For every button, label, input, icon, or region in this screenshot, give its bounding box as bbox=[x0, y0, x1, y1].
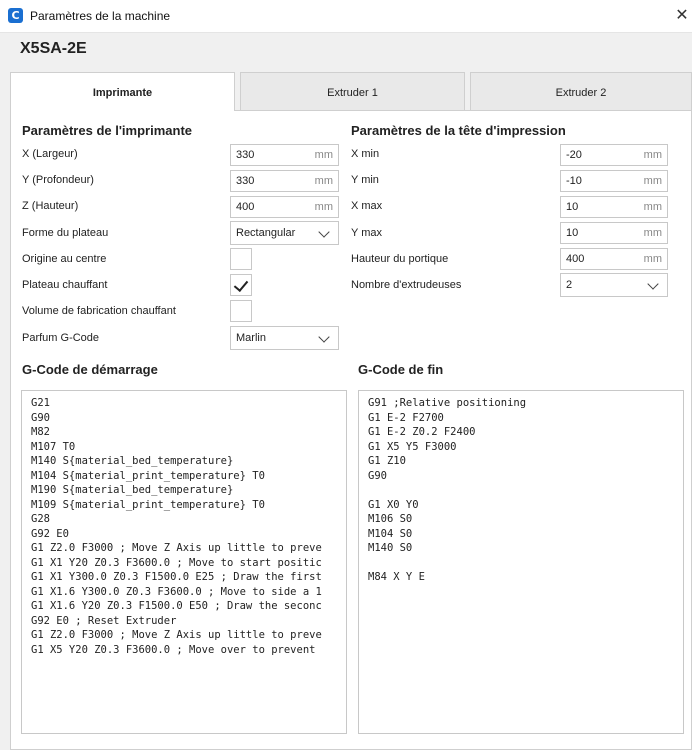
y-depth-unit: mm bbox=[314, 175, 333, 187]
y-depth-label: Y (Profondeur) bbox=[22, 174, 94, 186]
bed-shape-label: Forme du plateau bbox=[22, 227, 109, 239]
gcode-flavor-select[interactable] bbox=[230, 326, 339, 350]
bed-shape-value: Rectangular bbox=[236, 227, 296, 239]
gcode-flavor-label: Parfum G-Code bbox=[22, 332, 100, 344]
chevron-down-icon bbox=[647, 278, 658, 289]
x-min-unit: mm bbox=[643, 149, 662, 161]
y-min-unit: mm bbox=[643, 175, 662, 187]
x-width-field[interactable] bbox=[230, 144, 339, 166]
title-bar bbox=[0, 0, 692, 33]
z-height-label: Z (Hauteur) bbox=[22, 200, 79, 212]
x-max-label: X max bbox=[351, 200, 383, 212]
cura-app-icon: C bbox=[8, 8, 23, 23]
x-min-value: -20 bbox=[566, 149, 582, 161]
end-gcode-editor[interactable] bbox=[358, 390, 684, 734]
heated-volume-label: Volume de fabrication chauffant bbox=[22, 305, 176, 317]
end-gcode-heading: G-Code de fin bbox=[358, 362, 444, 377]
start-gcode-heading: G-Code de démarrage bbox=[22, 362, 158, 377]
y-max-field[interactable] bbox=[560, 222, 668, 244]
y-min-label: Y min bbox=[351, 174, 379, 186]
machine-name: X5SA-2E bbox=[20, 40, 87, 57]
x-width-value: 330 bbox=[236, 149, 255, 161]
extruder-count-select[interactable] bbox=[560, 273, 668, 297]
start-gcode-editor[interactable] bbox=[21, 390, 347, 734]
window-title: Paramètres de la machine bbox=[30, 9, 171, 23]
end-gcode-text: G91 ;Relative positioning G1 E-2 F2700 G1 E-2 Z0.2 F2400 G1 X5 Y5 F3000 G1 Z10 G90 G1 X0 Y0 M106 S0 M104 S0 M140 S0 M84 X Y E bbox=[368, 397, 527, 583]
chevron-down-icon bbox=[318, 226, 329, 237]
y-min-field[interactable] bbox=[560, 170, 668, 192]
bed-shape-select[interactable] bbox=[230, 221, 339, 245]
heated-bed-checkbox[interactable] bbox=[230, 274, 252, 296]
gcode-flavor-value: Marlin bbox=[236, 332, 266, 344]
extruder-count-label: Nombre d'extrudeuses bbox=[351, 279, 462, 291]
z-height-unit: mm bbox=[314, 201, 333, 213]
x-min-label: X min bbox=[351, 148, 380, 160]
chevron-down-icon bbox=[318, 331, 329, 342]
printer-settings-heading: Paramètres de l'imprimante bbox=[22, 123, 192, 138]
y-min-value: -10 bbox=[566, 175, 582, 187]
gantry-height-field[interactable] bbox=[560, 248, 668, 270]
x-width-label: X (Largeur) bbox=[22, 148, 78, 160]
x-min-field[interactable] bbox=[560, 144, 668, 166]
origin-center-label: Origine au centre bbox=[22, 253, 107, 265]
y-max-unit: mm bbox=[643, 227, 662, 239]
gantry-height-label: Hauteur du portique bbox=[351, 253, 449, 265]
extruder-count-value: 2 bbox=[566, 279, 573, 291]
x-max-field[interactable] bbox=[560, 196, 668, 218]
close-icon[interactable]: ✕ bbox=[675, 7, 689, 24]
x-max-unit: mm bbox=[643, 201, 662, 213]
y-depth-value: 330 bbox=[236, 175, 255, 187]
x-width-unit: mm bbox=[314, 149, 333, 161]
z-height-value: 400 bbox=[236, 201, 255, 213]
y-max-label: Y max bbox=[351, 227, 382, 239]
tab-extruder-1[interactable]: Extruder 1 bbox=[240, 72, 465, 110]
gantry-height-unit: mm bbox=[643, 253, 662, 265]
tab-imprimante[interactable]: Imprimante bbox=[10, 72, 235, 111]
z-height-field[interactable] bbox=[230, 196, 339, 218]
printhead-settings-heading: Paramètres de la tête d'impression bbox=[351, 123, 566, 138]
start-gcode-text: G21 G90 M82 M107 T0 M140 S{material_bed_temperature} M104 S{material_print_temperature} T0 M190 S{material_bed_temperature} M109 S{material_print_temperature} T0 G28 G92 E0 G1 Z2.0 F3000 ; Move Z Axis up little to preve G1 X1 Y20 Z0.3 F3600.0 ; Move to start positic G1 X1 Y300.0 Z0.3 F1500.0 E25 ; Draw the first G1 X1.6 Y300.0 Z0.3 F3600.0 ; Move to side a 1 G1 X1.6 Y20 Z0.3 F1500.0 E50 ; Draw the seconc G92 E0 ; Reset Extruder G1 Z2.0 F3000 ; Move Z Axis up little to preve G1 X5 Y20 Z0.3 F3600.0 ; Move over to prevent bbox=[31, 397, 322, 656]
y-depth-field[interactable] bbox=[230, 170, 339, 192]
gantry-height-value: 400 bbox=[566, 253, 585, 265]
tab-extruder-2[interactable]: Extruder 2 bbox=[470, 72, 692, 110]
x-max-value: 10 bbox=[566, 201, 579, 213]
y-max-value: 10 bbox=[566, 227, 579, 239]
heated-volume-checkbox[interactable] bbox=[230, 300, 252, 322]
origin-center-checkbox[interactable] bbox=[230, 248, 252, 270]
heated-bed-label: Plateau chauffant bbox=[22, 279, 108, 291]
checkmark-icon bbox=[234, 277, 248, 292]
